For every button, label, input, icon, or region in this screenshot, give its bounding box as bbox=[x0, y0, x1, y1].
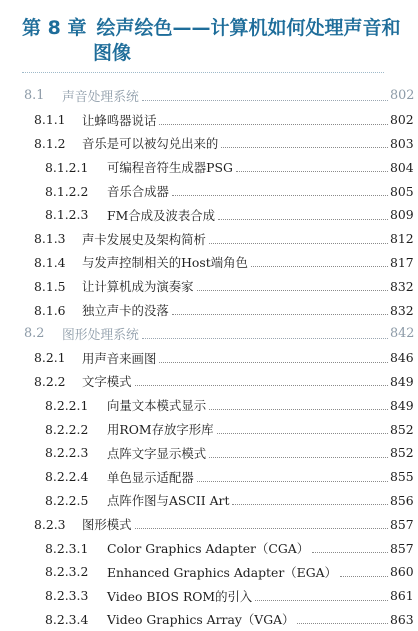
toc-entry-number: 8.1.2.2 bbox=[45, 183, 89, 199]
toc-entry-number: 8.2.3.2 bbox=[45, 564, 89, 580]
toc-entry-page: 842 bbox=[390, 326, 415, 342]
toc-entry-page: 863 bbox=[390, 611, 414, 627]
toc-entry[interactable] bbox=[0, 608, 418, 631]
toc-entry-page: 857 bbox=[390, 516, 414, 532]
toc-entry[interactable] bbox=[0, 393, 418, 417]
toc-entry-title: 图形模式 bbox=[82, 517, 132, 533]
chapter-number: 第 8 章 bbox=[22, 17, 87, 39]
dot-leader bbox=[209, 242, 388, 244]
toc-entry-number: 8.2.3 bbox=[34, 516, 66, 532]
toc-entry[interactable] bbox=[0, 536, 418, 560]
toc-entry[interactable] bbox=[0, 370, 418, 394]
toc-entry-page: 849 bbox=[390, 397, 414, 413]
toc-entry-page: 802 bbox=[390, 88, 415, 104]
table-of-contents bbox=[0, 84, 418, 631]
dot-leader bbox=[251, 265, 388, 267]
dot-leader bbox=[255, 599, 388, 601]
toc-entry-page: 857 bbox=[390, 540, 414, 556]
toc-entry[interactable] bbox=[0, 584, 418, 608]
dot-leader bbox=[297, 622, 388, 624]
toc-entry[interactable] bbox=[0, 179, 418, 203]
toc-entry-number: 8.1.6 bbox=[34, 302, 66, 318]
toc-entry-title: 音乐合成器 bbox=[107, 184, 169, 200]
toc-entry-page: 860 bbox=[390, 564, 414, 580]
toc-entry-title: 与发声控制相关的Host端角色 bbox=[82, 255, 248, 271]
toc-entry-title: 可编程音符生成器PSG bbox=[107, 160, 233, 176]
toc-entry-title: 声音处理系统 bbox=[62, 90, 139, 106]
dot-leader bbox=[221, 146, 388, 148]
toc-entry[interactable] bbox=[0, 155, 418, 179]
toc-entry[interactable] bbox=[0, 203, 418, 227]
dot-leader bbox=[197, 289, 388, 291]
toc-entry-page: 849 bbox=[390, 373, 414, 389]
toc-entry-number: 8.2.3.1 bbox=[45, 540, 89, 556]
dot-leader bbox=[312, 551, 388, 553]
toc-entry[interactable] bbox=[0, 227, 418, 251]
toc-entry[interactable] bbox=[0, 84, 418, 108]
toc-entry-title: 用ROM存放字形库 bbox=[107, 422, 214, 438]
dot-leader bbox=[209, 456, 388, 458]
toc-entry-title: 音乐是可以被勾兑出来的 bbox=[82, 136, 219, 152]
toc-entry-title: 向量文本模式显示 bbox=[107, 398, 207, 414]
toc-entry-number: 8.2.2.2 bbox=[45, 421, 89, 437]
toc-entry[interactable] bbox=[0, 465, 418, 489]
toc-entry-title: 文字模式 bbox=[82, 374, 132, 390]
toc-entry-number: 8.2 bbox=[24, 326, 45, 342]
toc-entry-number: 8.1.2.1 bbox=[45, 159, 89, 175]
chapter-title bbox=[22, 16, 402, 66]
title-divider bbox=[22, 72, 384, 73]
toc-entry-page: 861 bbox=[390, 588, 414, 604]
dot-leader bbox=[209, 408, 388, 410]
toc-entry-title: 图形处理系统 bbox=[62, 328, 139, 344]
toc-entry[interactable] bbox=[0, 489, 418, 513]
toc-entry-page: 846 bbox=[390, 350, 414, 366]
toc-entry-number: 8.2.2 bbox=[34, 373, 66, 389]
toc-entry-title: Video BIOS ROM的引入 bbox=[107, 588, 253, 604]
toc-entry-page: 832 bbox=[390, 278, 414, 294]
toc-entry-number: 8.2.2.5 bbox=[45, 492, 89, 508]
toc-entry-page: 804 bbox=[390, 159, 414, 175]
dot-leader bbox=[159, 123, 388, 125]
toc-entry[interactable] bbox=[0, 417, 418, 441]
toc-entry-title: 单色显示适配器 bbox=[107, 469, 194, 485]
toc-entry-title: 独立声卡的没落 bbox=[82, 303, 169, 319]
toc-entry-page: 817 bbox=[390, 254, 414, 270]
toc-entry[interactable] bbox=[0, 298, 418, 322]
toc-entry-title: 点阵作图与ASCII Art bbox=[107, 493, 230, 509]
toc-entry-number: 8.1.3 bbox=[34, 231, 66, 247]
toc-entry-page: 802 bbox=[390, 112, 414, 128]
toc-entry-title: 让计算机成为演奏家 bbox=[82, 279, 194, 295]
toc-entry-number: 8.1.2 bbox=[34, 135, 66, 151]
dot-leader bbox=[142, 337, 388, 339]
toc-entry-title: 让蜂鸣器说话 bbox=[82, 112, 157, 128]
toc-entry-number: 8.2.2.3 bbox=[45, 445, 89, 461]
toc-entry-title: Color Graphics Adapter（CGA） bbox=[107, 541, 310, 557]
toc-entry-title: 点阵文字显示模式 bbox=[107, 445, 207, 461]
dot-leader bbox=[142, 99, 388, 101]
toc-entry[interactable] bbox=[0, 274, 418, 298]
toc-entry[interactable] bbox=[0, 512, 418, 536]
toc-entry[interactable] bbox=[0, 322, 418, 346]
toc-entry-page: 852 bbox=[390, 421, 414, 437]
dot-leader bbox=[172, 313, 388, 315]
toc-entry-page: 832 bbox=[390, 302, 414, 318]
toc-entry-number: 8.2.3.4 bbox=[45, 611, 89, 627]
toc-entry-number: 8.2.2.4 bbox=[45, 469, 89, 485]
toc-entry-title: Enhanced Graphics Adapter（EGA） bbox=[107, 564, 337, 580]
toc-entry[interactable] bbox=[0, 346, 418, 370]
toc-entry-number: 8.1.4 bbox=[34, 254, 66, 270]
dot-leader bbox=[236, 170, 388, 172]
dot-leader bbox=[232, 503, 388, 505]
toc-entry-page: 803 bbox=[390, 135, 414, 151]
toc-entry-page: 812 bbox=[390, 231, 414, 247]
toc-entry[interactable] bbox=[0, 132, 418, 156]
toc-entry-page: 855 bbox=[390, 469, 414, 485]
toc-entry-page: 809 bbox=[390, 207, 414, 223]
toc-entry-number: 8.1.2.3 bbox=[45, 207, 89, 223]
toc-entry[interactable] bbox=[0, 560, 418, 584]
toc-entry-number: 8.2.1 bbox=[34, 350, 66, 366]
dot-leader bbox=[218, 218, 388, 220]
dot-leader bbox=[340, 575, 388, 577]
dot-leader bbox=[159, 361, 388, 363]
toc-entry-number: 8.1.1 bbox=[34, 112, 66, 128]
dot-leader bbox=[135, 527, 388, 529]
dot-leader bbox=[197, 480, 388, 482]
chapter-title-line2: 图像 bbox=[93, 42, 132, 64]
toc-entry[interactable] bbox=[0, 441, 418, 465]
toc-entry-title: FM合成及波表合成 bbox=[107, 207, 216, 223]
toc-entry-number: 8.1.5 bbox=[34, 278, 66, 294]
toc-entry-title: 声卡发展史及架构简析 bbox=[82, 231, 206, 247]
toc-entry-number: 8.1 bbox=[24, 88, 45, 104]
toc-entry-page: 856 bbox=[390, 492, 414, 508]
dot-leader bbox=[135, 384, 388, 386]
dot-leader bbox=[217, 432, 388, 434]
toc-entry[interactable] bbox=[0, 251, 418, 275]
toc-entry[interactable] bbox=[0, 108, 418, 132]
toc-entry-page: 852 bbox=[390, 445, 414, 461]
dot-leader bbox=[172, 194, 388, 196]
toc-entry-title: Video Graphics Array（VGA） bbox=[107, 612, 295, 628]
toc-entry-number: 8.2.3.3 bbox=[45, 588, 89, 604]
toc-entry-page: 805 bbox=[390, 183, 414, 199]
toc-entry-number: 8.2.2.1 bbox=[45, 397, 89, 413]
chapter-title-line1: 绘声绘色——计算机如何处理声音和 bbox=[96, 17, 401, 39]
toc-entry-title: 用声音来画图 bbox=[82, 350, 157, 366]
